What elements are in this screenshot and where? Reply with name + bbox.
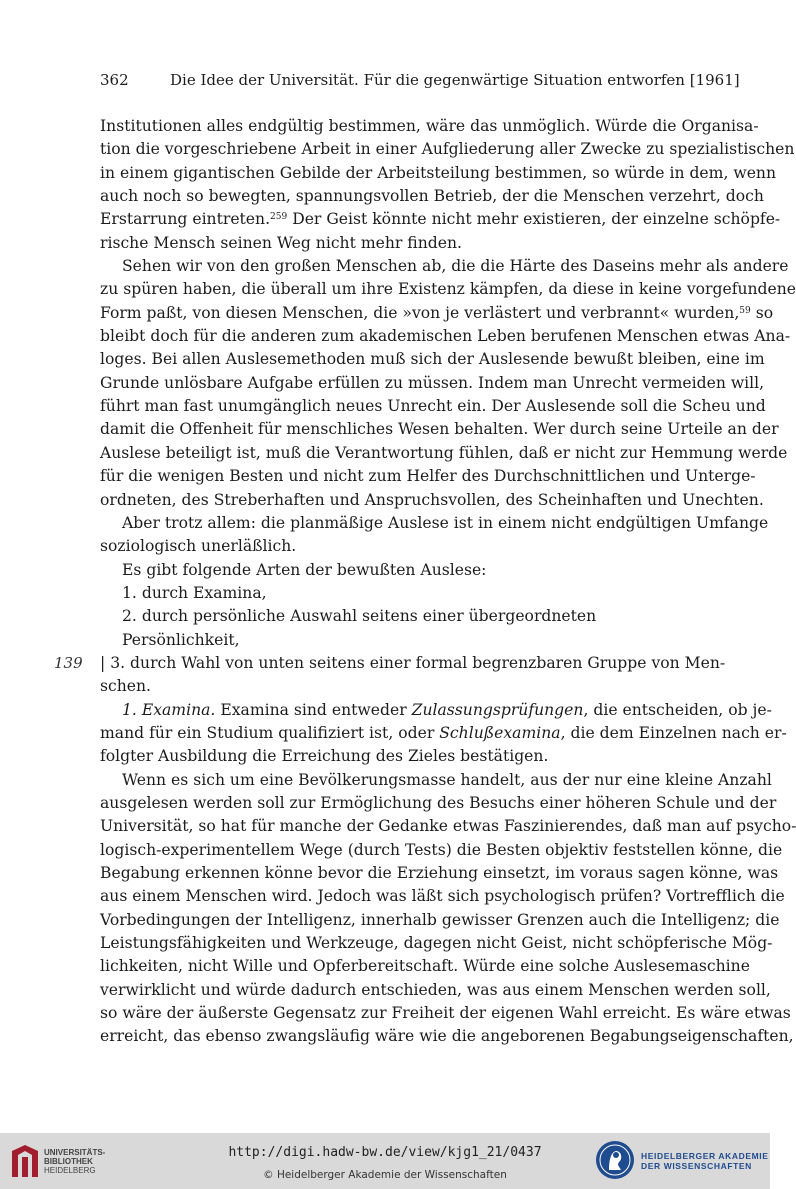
- text-span: Erstarrung eintreten.: [100, 210, 271, 229]
- text-line: Leistungsfähigkeiten und Werkzeuge, dagegen nicht Geist, nicht schöpferische Mög-: [100, 934, 773, 953]
- text-line: bleibt doch für die anderen zum akademischen Leben berufenen Menschen etwas Ana-: [100, 327, 791, 346]
- text-span: so: [750, 303, 774, 322]
- text-line: Es gibt folgende Arten der bewußten Auslese:: [122, 560, 487, 579]
- text-line: Begabung erkennen könne bevor die Erziehung einsetzt, im voraus sagen könne, was: [100, 864, 779, 882]
- text-line: folgter Ausbildung die Erreichung des Zieles bestätigen.: [100, 747, 549, 766]
- text-line: Vorbedingungen der Intelligenz, innerhalb gewisser Grenzen auch die Intelligenz; die: [100, 910, 780, 929]
- text-line: loges. Bei allen Auslesemethoden muß sich der Auslesende bewußt bleiben, eine im: [100, 350, 765, 369]
- academy-line: DER WISSENSCHAFTEN: [641, 1161, 752, 1171]
- ub-line: UNIVERSITÄTS-: [44, 1148, 106, 1157]
- list-item: 2. durch persönliche Auswahl seitens einer übergeordneten: [122, 607, 597, 626]
- list-item-continuation: Persönlichkeit,: [122, 630, 240, 649]
- copyright-notice: © Heidelberger Akademie der Wissenschaften: [263, 1169, 507, 1181]
- permalink-url[interactable]: http://digi.hadw-bw.de/view/kjg1_21/0437: [228, 1145, 542, 1160]
- text-line: auch noch so bewegten, spannungsvollen Betrieb, der die Menschen verzehrt, doch: [100, 187, 764, 206]
- list-item: | 3. durch Wahl von unten seitens einer formal begrenzbaren Gruppe von Men-: [100, 653, 726, 672]
- text-line: damit die Offenheit für menschliches Wesen behalten. Wer durch seine Urteile an der: [100, 420, 779, 439]
- text-line: Sehen wir von den großen Menschen ab, die die Härte des Daseins mehr als andere: [122, 257, 789, 276]
- ub-line: BIBLIOTHEK: [44, 1157, 93, 1166]
- text-span: Der Geist könnte nicht mehr existieren, der einzelne schöpfe-: [287, 210, 781, 229]
- academy-seal-icon[interactable]: [595, 1140, 635, 1180]
- text-line: lichkeiten, nicht Wille und Opferbereitschaft. Würde eine solche Auslesemaschine: [100, 957, 750, 976]
- text-span: Examina sind entweder: [215, 700, 412, 719]
- text-line: schen.: [100, 677, 152, 696]
- text-line: tion die vorgeschriebene Arbeit in einer Aufgliederung aller Zwecke zu spezialistischen: [100, 140, 795, 159]
- footnote-ref[interactable]: 59: [739, 305, 751, 316]
- text-line: ausgelesen werden soll zur Ermöglichung des Besuchs einer höheren Schule und der: [100, 793, 777, 812]
- emphasis: Zulassungsprüfungen: [411, 700, 584, 719]
- text-line: soziologisch unerläßlich.: [100, 537, 297, 556]
- body-text: [100, 115, 796, 1049]
- text-line: [100, 208, 781, 231]
- text-line: für die wenigen Besten und nicht zum Helfer des Durchschnittlichen und Unterge-: [100, 467, 756, 486]
- text-span: Form paßt, von diesen Menschen, die »von je verlästert und verbrannt« wurden,: [100, 303, 740, 322]
- margin-page-reference: 139: [54, 654, 83, 672]
- text-line: Wenn es sich um eine Bevölkerungsmasse handelt, aus der nur eine kleine Anzahl: [122, 770, 772, 789]
- page-number: 362: [100, 71, 129, 89]
- viewer-footer: [0, 1133, 770, 1189]
- text-line: [100, 302, 774, 325]
- text-line: Universität, so hat für manche der Gedanke etwas Faszinierendes, daß man auf psycho-: [100, 817, 796, 836]
- academy-line: HEIDELBERGER AKADEMIE: [641, 1151, 769, 1161]
- list-item: 1. durch Examina,: [122, 583, 267, 602]
- text-line: [100, 699, 772, 722]
- text-line: ordneten, des Streberhaften und Anspruchsvollen, des Scheinhaften und Unechten.: [100, 490, 764, 509]
- text-span: , die dem Einzelnen nach er-: [560, 723, 787, 742]
- text-line: führt man fast unumgänglich neues Unrecht ein. Der Auslesende soll die Scheu und: [100, 397, 766, 416]
- text-line: Institutionen alles endgültig bestimmen, wäre das unmöglich. Würde die Organisa-: [100, 117, 759, 135]
- text-line: logisch-experimentellem Wege (durch Tests) die Besten objektiv feststellen könne, die: [100, 840, 783, 859]
- text-line: verwirklicht und würde dadurch entschieden, was aus einem Menschen werden soll,: [100, 980, 771, 999]
- text-line: Auslese beteiligt ist, muß die Verantwortung fühlen, daß er nicht zur Hemmung werde: [100, 443, 788, 462]
- text-span: , die entscheiden, ob je-: [583, 700, 772, 719]
- text-line: aus einem Menschen wird. Jedoch was läßt sich psychologisch prüfen? Vortrefflich die: [100, 887, 785, 906]
- footnote-ref[interactable]: 259: [270, 212, 288, 223]
- ub-line: HEIDELBERG: [44, 1166, 96, 1175]
- section-heading: 1. Examina.: [122, 700, 216, 719]
- emphasis: Schlußexamina: [439, 723, 561, 742]
- text-line: Aber trotz allem: die planmäßige Auslese ist in einem nicht endgültigen Umfange: [122, 513, 769, 532]
- running-title: Die Idee der Universität. Für die gegenwärtige Situation entworfen [1961]: [170, 71, 740, 89]
- text-line: so wäre der äußerste Gegensatz zur Freiheit der eigenen Wahl erreicht. Es wäre etwas: [100, 1004, 791, 1023]
- text-span: mand für ein Studium qualifiziert ist, oder: [100, 723, 440, 742]
- text-line: rische Mensch seinen Weg nicht mehr finden.: [100, 233, 462, 252]
- text-line: Grunde unlösbare Aufgabe erfüllen zu müssen. Indem man Unrecht vermeiden will,: [100, 373, 765, 392]
- text-line: in einem gigantischen Gebilde der Arbeitsteilung bestimmen, so würde in dem, wenn: [100, 163, 777, 182]
- text-line: [100, 722, 787, 745]
- text-line: zu spüren haben, die überall um ihre Existenz kämpfen, da diese in keine vorgefundene: [100, 280, 796, 299]
- text-line: erreicht, das ebenso zwangsläufig wäre wie die angeborenen Begabungseigenschaften,: [100, 1027, 794, 1046]
- academy-name: [641, 1151, 769, 1171]
